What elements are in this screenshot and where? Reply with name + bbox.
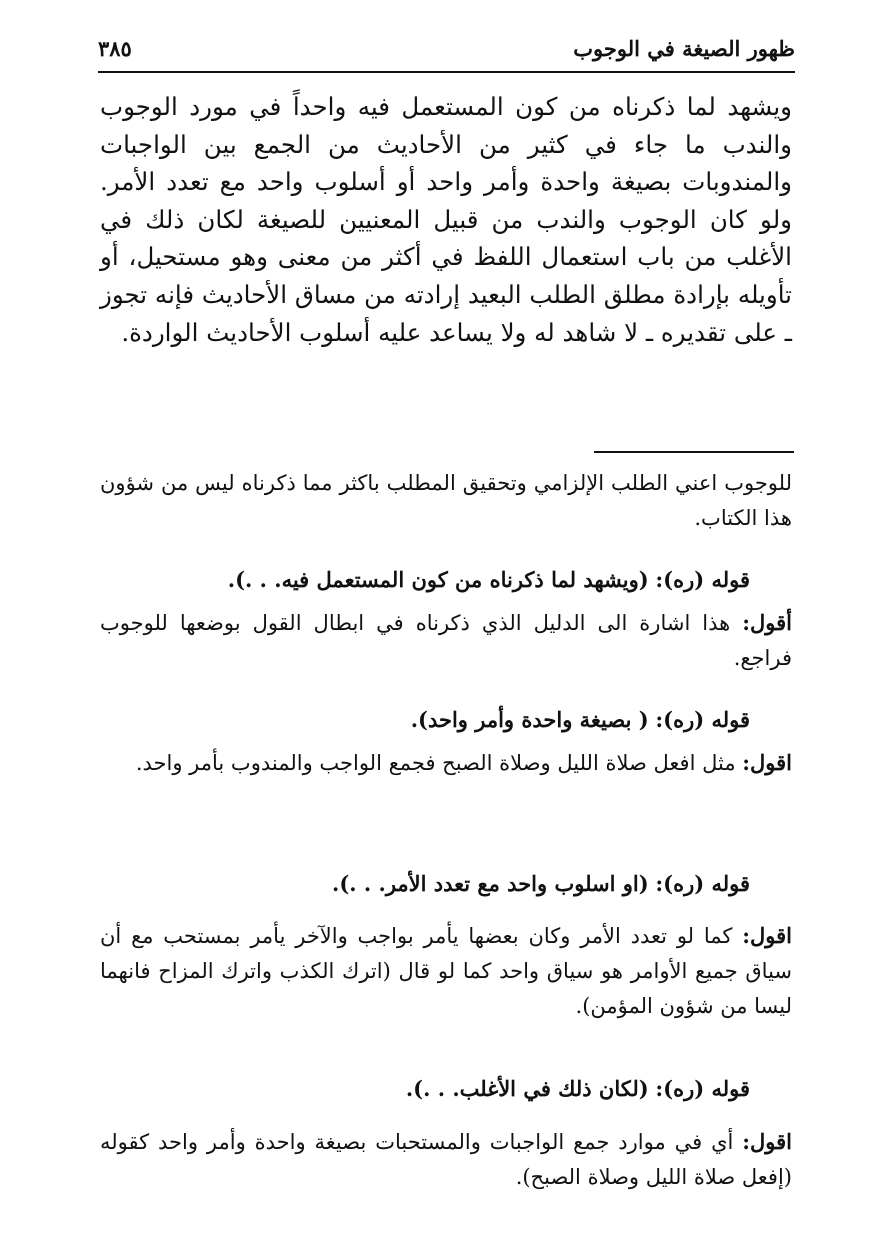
answer-label: اقول:	[742, 1129, 792, 1154]
answer-label: اقول:	[742, 923, 792, 948]
main-paragraph: ويشهد لما ذكرناه من كون المستعمل فيه واحداً في مورد الوجوب والندب ما جاء في كثير من الأحاديث من الجمع بين الواجبات والمندوبات بصيغة واحدة وأمر واحد أو أسلوب واحد مع تعدد الأمر. ولو كان الوجوب والندب من قبيل المعنيين للصيغة لكان ذلك في الأغلب من باب استعمال اللفظ في أكثر من معنى وهو مستحيل، أو تأويله بإرادة مطلق الطلب البعيد إرادته من مساق الأحاديث فإنه تجوز ـ على تقديره ـ لا شاهد له ولا يساعد عليه أسلوب الأحاديث الواردة.	[100, 92, 792, 347]
quote-text: ( بصيغة واحدة وأمر واحد).	[410, 707, 649, 732]
answer-paragraph	[100, 1124, 792, 1195]
quote-label: قوله (ره):	[655, 871, 750, 896]
answer-paragraph	[100, 605, 792, 676]
quote-label: قوله (ره):	[655, 1076, 750, 1101]
footnote-continuation: للوجوب اعني الطلب الإلزامي وتحقيق المطلب باكثر مما ذكرناه ليس من شؤون هذا الكتاب.	[100, 471, 792, 530]
quote-line	[100, 562, 750, 598]
answer-label: اقول:	[742, 750, 792, 775]
answer-text: كما لو تعدد الأمر وكان بعضها يأمر بواجب والآخر يأمر بمستحب مع أن سياق جميع الأوامر هو سياق واحد كما لو قال (اترك الكذب واترك المزاح فانهما ليسا من شؤون المؤمن).	[100, 924, 792, 1018]
quote-label: قوله (ره):	[655, 707, 750, 732]
quote-line	[100, 702, 750, 738]
answer-label: أقول:	[742, 610, 792, 635]
quote-text: (لكان ذلك في الأغلب. . .).	[405, 1076, 649, 1101]
page-number: ٣٨٥	[98, 36, 132, 61]
answer-text: مثل افعل صلاة الليل وصلاة الصبح فجمع الواجب والمندوب بأمر واحد.	[135, 751, 736, 775]
running-header	[98, 34, 795, 68]
quote-text: (او اسلوب واحد مع تعدد الأمر. . .).	[332, 871, 649, 896]
running-title: ظهور الصيغة في الوجوب	[573, 36, 795, 61]
answer-text: أي في موارد جمع الواجبات والمستحبات بصيغة واحدة وأمر واحد كقوله (إفعل صلاة الليل وصلاة الصبح).	[100, 1130, 792, 1189]
footnote-separator	[594, 451, 794, 453]
quote-text: (ويشهد لما ذكرناه من كون المستعمل فيه. . .).	[227, 567, 649, 592]
quote-line	[100, 1071, 750, 1107]
quote-label: قوله (ره):	[655, 567, 750, 592]
quote-line	[100, 866, 750, 902]
header-rule	[98, 71, 795, 73]
answer-text: هذا اشارة الى الدليل الذي ذكرناه في ابطال القول بوضعها للوجوب فراجع.	[100, 611, 792, 670]
answer-paragraph	[100, 745, 792, 781]
answer-paragraph	[100, 918, 792, 1024]
